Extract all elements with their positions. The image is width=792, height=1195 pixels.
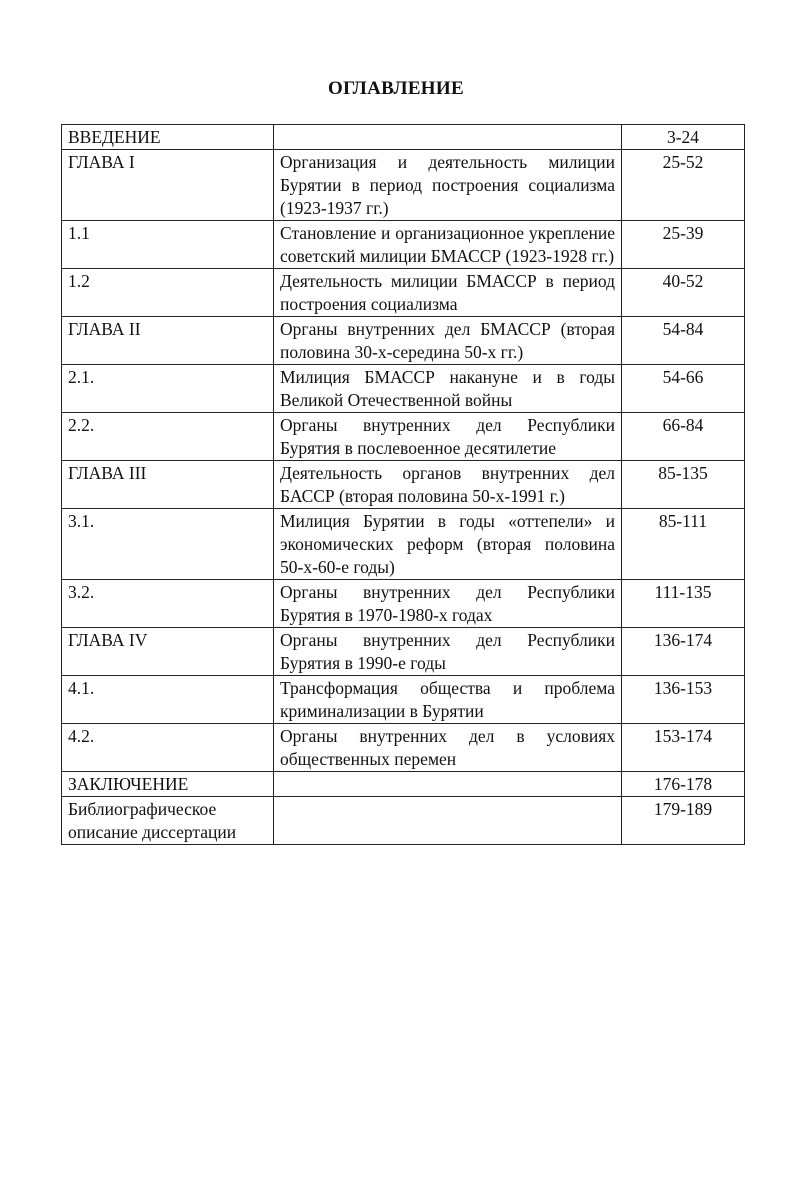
table-row: [62, 509, 745, 580]
row-pages: 85-135: [622, 461, 745, 509]
row-title: Деятельность органов внутренних дел БАССР (вторая половина 50-х-1991 г.): [274, 461, 622, 509]
row-title: Деятельность милиции БМАССР в период построения социализма: [274, 269, 622, 317]
table-row: [62, 365, 745, 413]
row-pages: 54-66: [622, 365, 745, 413]
row-pages: 25-52: [622, 150, 745, 221]
row-label: 3.2.: [62, 580, 274, 628]
row-label: 4.2.: [62, 724, 274, 772]
table-row: [62, 317, 745, 365]
row-label: ГЛАВА I: [62, 150, 274, 221]
row-pages: 25-39: [622, 221, 745, 269]
row-pages: 111-135: [622, 580, 745, 628]
row-title: [274, 125, 622, 150]
table-row: [62, 150, 745, 221]
row-title: [274, 772, 622, 797]
table-row: [62, 125, 745, 150]
row-label: 1.2: [62, 269, 274, 317]
row-pages: 176-178: [622, 772, 745, 797]
row-label: Библиографическое описание диссертации: [62, 797, 274, 845]
table-row: [62, 628, 745, 676]
row-pages: 179-189: [622, 797, 745, 845]
row-title: Органы внутренних дел Республики Бурятия в послевоенное десятилетие: [274, 413, 622, 461]
table-of-contents: [61, 124, 745, 845]
row-title: Органы внутренних дел в условиях общественных перемен: [274, 724, 622, 772]
row-label: ГЛАВА III: [62, 461, 274, 509]
row-pages: 85-111: [622, 509, 745, 580]
row-pages: 153-174: [622, 724, 745, 772]
row-label: 2.1.: [62, 365, 274, 413]
row-pages: 66-84: [622, 413, 745, 461]
table-row: [62, 461, 745, 509]
row-pages: 136-153: [622, 676, 745, 724]
table-row: [62, 269, 745, 317]
row-title: Становление и организационное укрепление советский милиции БМАССР (1923-1928 гг.): [274, 221, 622, 269]
row-label: ГЛАВА IV: [62, 628, 274, 676]
table-row: [62, 797, 745, 845]
table-row: [62, 413, 745, 461]
row-title: Органы внутренних дел Республики Бурятия в 1970-1980-х годах: [274, 580, 622, 628]
table-row: [62, 724, 745, 772]
row-title: Милиция Бурятии в годы «оттепели» и экономических реформ (вторая половина 50-х-60-е годы): [274, 509, 622, 580]
table-row: [62, 580, 745, 628]
table-row: [62, 772, 745, 797]
row-pages: 54-84: [622, 317, 745, 365]
row-label: 1.1: [62, 221, 274, 269]
row-pages: 136-174: [622, 628, 745, 676]
row-title: Трансформация общества и проблема криминализации в Бурятии: [274, 676, 622, 724]
row-title: Органы внутренних дел Республики Бурятия в 1990-е годы: [274, 628, 622, 676]
row-label: ЗАКЛЮЧЕНИЕ: [62, 772, 274, 797]
table-row: [62, 676, 745, 724]
row-label: ГЛАВА II: [62, 317, 274, 365]
row-label: 3.1.: [62, 509, 274, 580]
table-row: [62, 221, 745, 269]
row-label: 2.2.: [62, 413, 274, 461]
row-label: ВВЕДЕНИЕ: [62, 125, 274, 150]
page-title: ОГЛАВЛЕНИЕ: [328, 78, 464, 99]
row-title: Организация и деятельность милиции Бурятии в период построения социализма (1923-1937 гг.): [274, 150, 622, 221]
row-label: 4.1.: [62, 676, 274, 724]
row-title: Органы внутренних дел БМАССР (вторая половина 30-х-середина 50-х гг.): [274, 317, 622, 365]
row-title: [274, 797, 622, 845]
row-title: Милиция БМАССР накануне и в годы Великой Отечественной войны: [274, 365, 622, 413]
row-pages: 40-52: [622, 269, 745, 317]
row-pages: 3-24: [622, 125, 745, 150]
